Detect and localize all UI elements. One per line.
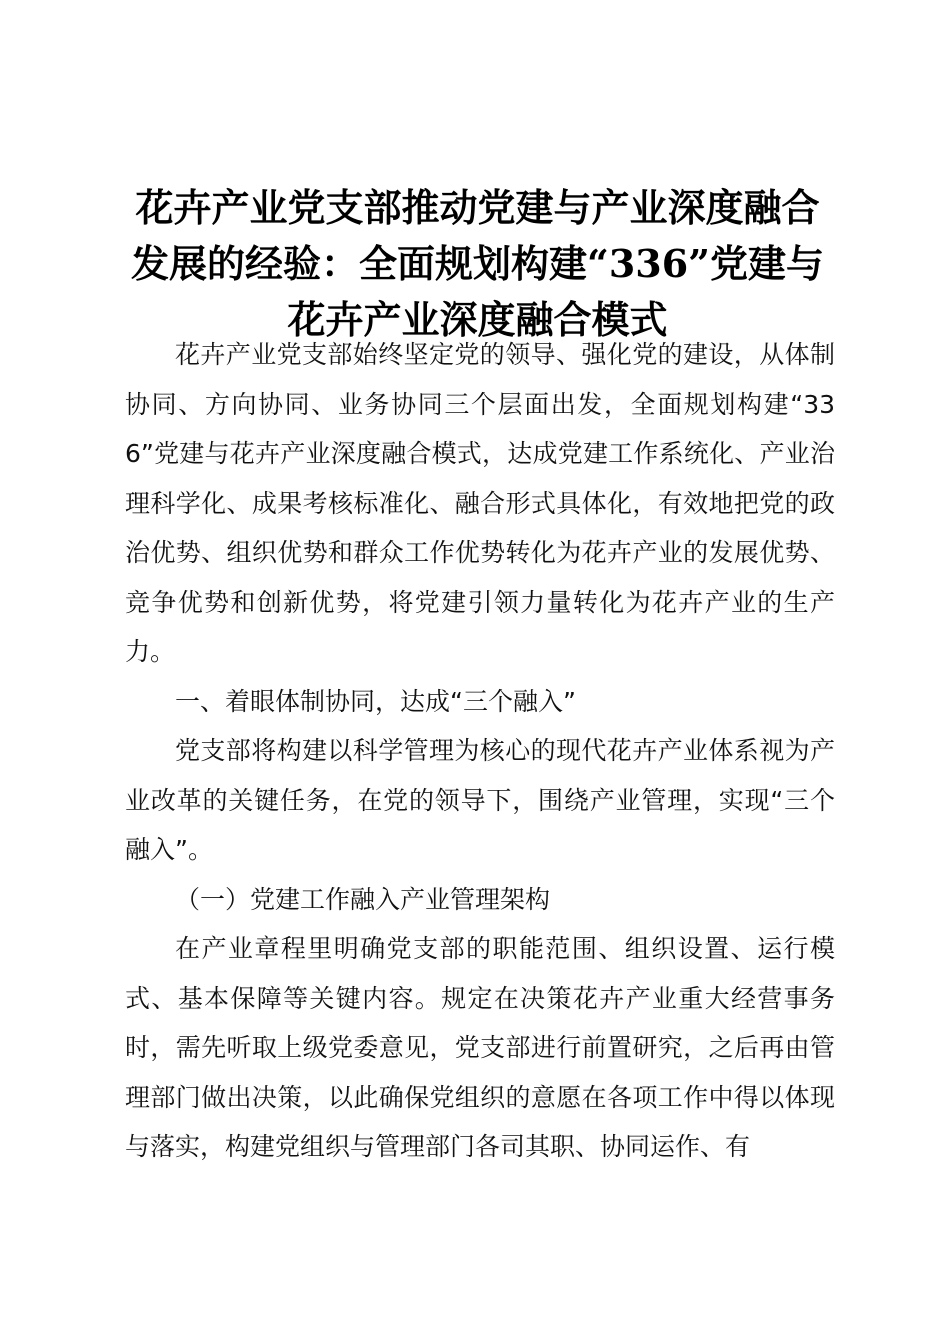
paragraph-subsection-1: 在产业章程里明确党支部的职能范围、组织设置、运行模式、基本保障等关键内容。规定在决策花卉产业重大经营事务时，需先听取上级党委意见，党支部进行前置研究，之后再由管理部门做出决策，以此确保党组织的意愿在各项工作中得以体现与落实，构建党组织与管理部门各司其职、协同运作、有 — [125, 934, 835, 1161]
paragraph-intro: 花卉产业党支部始终坚定党的领导、强化党的建设，从体制协同、方向协同、业务协同三个层面出发，全面规划构建“336”党建与花卉产业深度融合模式，达成党建工作系统化、产业治理科学化、成果考核标准化、融合形式具体化，有效地把党的政治优势、组织优势和群众工作优势转化为花卉产业的发展优势、竞争优势和创新优势，将党建引领力量转化为花卉产业的生产力。 — [125, 340, 835, 666]
document-title: 花卉产业党支部推动党建与产业深度融合发展的经验：全面规划构建“336”党建与花卉产业深度融合模式 — [130, 185, 825, 342]
subsection-heading-1: （一）党建工作融入产业管理架构 — [175, 884, 551, 914]
section-heading-1: 一、着眼体制协同，达成“三个融入” — [175, 686, 576, 716]
document-body — [125, 330, 835, 1172]
paragraph-section-1: 党支部将构建以科学管理为核心的现代花卉产业体系视为产业改革的关键任务，在党的领导下，围绕产业管理，实现“三个融入”。 — [125, 736, 835, 864]
